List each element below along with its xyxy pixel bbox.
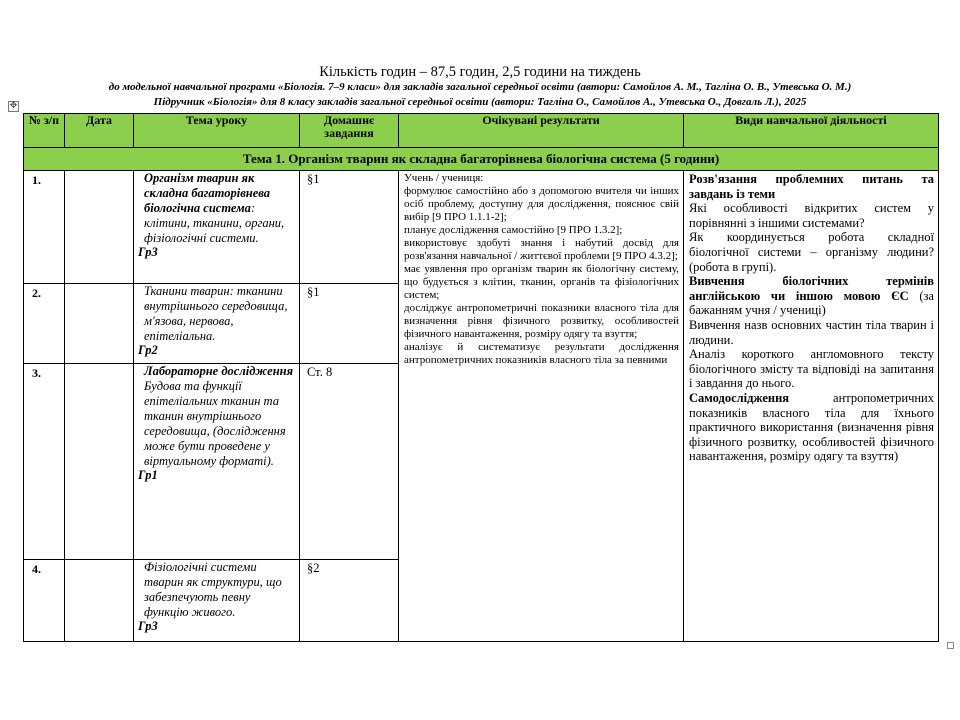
row-homework: §1 [300, 171, 399, 284]
activity-text-analysis: Аналіз короткого англомовного тексту біологічного змісту та відповіді на запитання і завдання до нього. [689, 347, 934, 391]
row-date[interactable] [65, 560, 134, 642]
col-header-results: Очікувані результати [399, 114, 684, 148]
topic-text: Фізіологічні системи тварин як структури, що забезпечують певну функцію живого. [144, 560, 282, 619]
group-label: Гр2 [138, 343, 158, 357]
lesson-plan-table [23, 113, 939, 642]
topic-tail: : [250, 201, 256, 215]
col-header-homework: Домашнє завдання [300, 114, 399, 148]
theme-row [24, 148, 939, 171]
activities-cell [684, 171, 939, 642]
col-header-date: Дата [65, 114, 134, 148]
theme-title: Тема 1. Організм тварин як складна багаторівнева біологічна система (5 години) [24, 148, 939, 171]
row-number: 3. [24, 364, 65, 560]
topic-text: клітини, тканини, органи, фізіологічні системи. [144, 216, 285, 245]
topic-text: Тканини тварин: тканини внутрішнього середовища, м'язова, нервова, епітеліальна. [144, 284, 288, 343]
row-topic [134, 560, 300, 642]
activity-names: Вивчення назв основних частин тіла тварин і людини. [689, 317, 934, 347]
group-label: Гр1 [138, 468, 158, 482]
row-number: 2. [24, 284, 65, 364]
activity-self-text: антропометричних показників власного тіла для їхнього практичного використання (визначення рівня фізичного розвитку, особливостей фізичного навантаження, розміру одягу та взуття) [689, 390, 934, 464]
row-homework: Ст. 8 [300, 364, 399, 560]
group-label: Гр3 [138, 245, 158, 259]
row-date[interactable] [65, 364, 134, 560]
table-resize-handle-icon[interactable] [947, 642, 954, 649]
page-title: Кількість годин – 87,5 годин, 2,5 години на тиждень [319, 64, 641, 80]
program-subtitle: до модельної навчальної програми «Біологія. 7–9 класи» для закладів загальної середньої освіти (автори: Самойлов А. М., Тагліна О. В., Утевська О. М.) [108, 81, 852, 93]
activity-question: Які особливості відкритих систем у порівнянні з іншими системами? [689, 201, 934, 230]
col-header-topic: Тема уроку [134, 114, 300, 148]
row-topic [134, 171, 300, 284]
table-header-row [24, 114, 939, 148]
row-homework: §2 [300, 560, 399, 642]
topic-bold: Лабораторне дослідження [144, 364, 294, 378]
result-item: планує дослідження самостійно [9 ПРО 1.3.2]; [404, 224, 623, 236]
result-item: аналізує й систематизує результати дослідження антропометричних показників власного тіла за певними [404, 341, 679, 366]
row-number: 4. [24, 560, 65, 642]
activity-question: Як координується робота складної біологічної системи – організму людини? (робота в групі). [689, 230, 934, 274]
result-item: Учень / учениця: [404, 172, 484, 184]
activity-terms-note: (за бажанням учня / учениці) [689, 288, 934, 318]
group-label: Гр3 [138, 619, 158, 633]
row-number: 1. [24, 171, 65, 284]
results-cell [399, 171, 684, 642]
row-topic [134, 284, 300, 364]
table-row [24, 171, 939, 284]
table-move-handle-icon[interactable]: ✥ [9, 101, 18, 111]
topic-bold: Організм тварин як складна багаторівнева біологічна система [144, 171, 271, 215]
result-item: досліджує антропометричні показники власного тіла для визначення рівня фізичного розвитку, особливостей фізичного навантаження, розміру одягу та взуття; [404, 302, 679, 340]
col-header-activities: Види навчальної діяльності [684, 114, 939, 148]
row-homework: §1 [300, 284, 399, 364]
col-header-number: № з/п [24, 114, 65, 148]
result-item: формулює самостійно або з допомогою вчителя чи інших осіб проблему, доступну для дослідження, пояснює свій вибір [9 ПРО 1.1.1-2]; [404, 185, 679, 223]
topic-text: Будова та функції епітеліальних тканин та тканин внутрішнього середовища, (дослідження може бути проведене у віртуальному форматі). [144, 379, 286, 468]
activity-problems-title: Розв'язання проблемних питань та завдань із теми [689, 172, 934, 201]
result-item: має уявлення про організм тварин як біологічну систему, що будується з клітин, тканин, органів та фізіологічних систем; [404, 263, 679, 301]
result-item: використовує здобуті знання і набутий досвід для розв'язання навчальної / життєвої проблеми [9 ПРО 4.3.2]; [404, 237, 679, 262]
activity-terms-title: Вивчення біологічних термінів англійською чи іншою мовою ЄС [689, 274, 934, 303]
textbook-subtitle: Підручник «Біологія» для 8 класу закладів загальної середньої освіти (автори: Тагліна О., Самойлов А., Утевська О., Довгаль Л.), 2025 [153, 96, 807, 108]
row-date[interactable] [65, 284, 134, 364]
row-date[interactable] [65, 171, 134, 284]
row-topic [134, 364, 300, 560]
activity-self-title: Самодослідження [689, 390, 790, 405]
